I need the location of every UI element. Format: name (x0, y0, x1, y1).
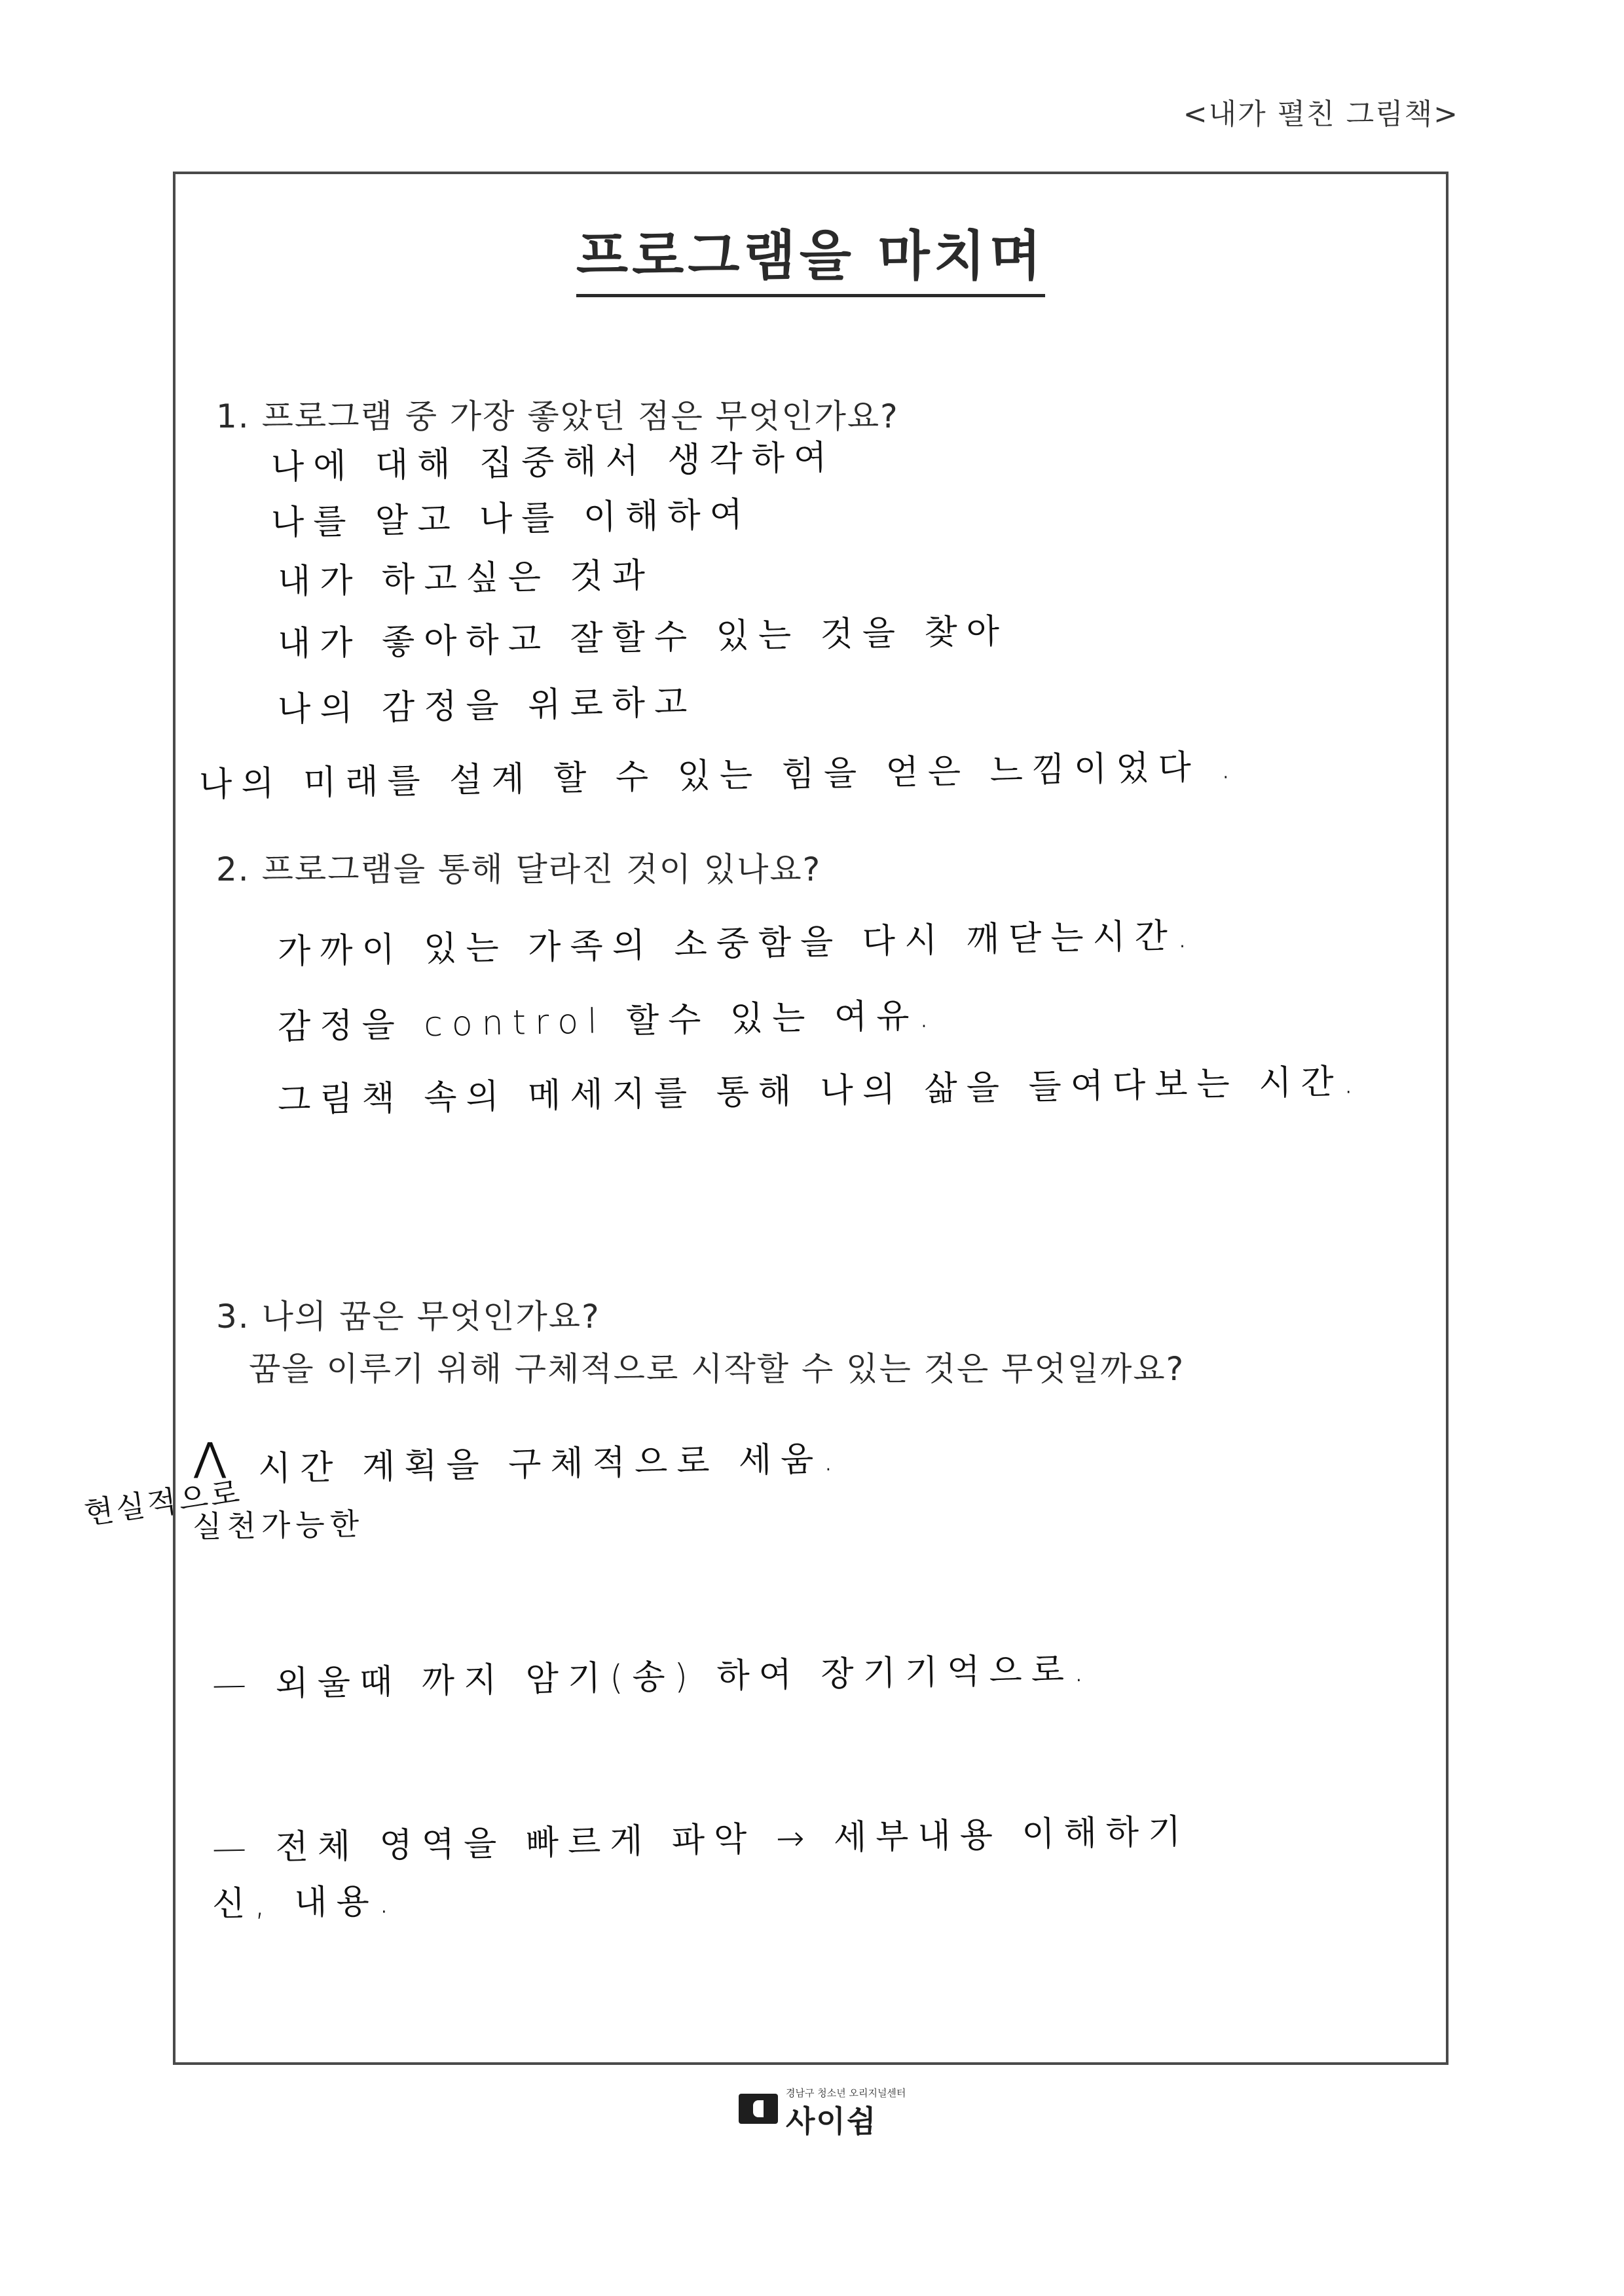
worksheet-frame (173, 172, 1449, 2065)
q2-answer-line-3: 그림책 속의 메세지를 통해 나의 삶을 들여다보는 시간. (277, 1062, 1363, 1120)
q3-answer-line-1: 시간 계획을 구체적으로 세움. (257, 1439, 843, 1489)
header-tag: <내가 펼친 그림책> (1183, 98, 1459, 131)
margin-note: 현실적으로 (82, 1474, 244, 1531)
question-3-subprompt: 꿈을 이루기 위해 구체적으로 시작할 수 있는 것은 무엇일까요? (249, 1350, 1185, 1388)
question-3: 3. 나의 꿈은 무엇인가요? (216, 1298, 600, 1336)
q2-answer-line-1: 가까이 있는 가족의 소중함을 다시 깨닫는시간. (277, 916, 1197, 972)
insertion-mark: ⋀ (194, 1434, 227, 1480)
q1-answer-line-6: 나의 미래를 설계 할 수 있는 힘을 얻은 느낌이었다 . (198, 747, 1241, 805)
q1-answer-line-2: 나를 알고 나를 이해하여 (270, 495, 752, 543)
page-title: 프로그램을 마치며 (175, 213, 1446, 290)
q1-answer-line-4: 내가 좋아하고 잘할수 있는 것을 찾아 (277, 611, 1009, 664)
question-1: 1. 프로그램 중 가장 좋았던 점은 무엇인가요? (216, 397, 899, 435)
q2-answer-line-2: 감정을 control 할수 있는 여유. (277, 996, 939, 1047)
q3-answer-line-3: — 전체 영역을 빠르게 파악 → 세부내용 이해하기 (212, 1812, 1190, 1868)
q3-answer-line-4: 신, 내용. (212, 1882, 399, 1924)
q1-answer-line-1: 나에 대해 집중해서 생각하여 (270, 437, 836, 487)
logo-subtitle: 경남구 청소년 오리지널센터 (786, 2087, 906, 2099)
q1-answer-line-3: 내가 하고싶은 것과 (277, 555, 655, 602)
q3-answer-line-2: — 외울때 까지 암기(송) 하여 장기기억으로. (212, 1650, 1094, 1705)
q1-answer-line-5: 나의 감정을 위로하고 (277, 682, 697, 729)
question-2: 2. 프로그램을 통해 달라진 것이 있나요? (216, 850, 822, 888)
logo-mark-icon (739, 2094, 778, 2124)
logo-name: 사이쉼 (786, 2104, 877, 2139)
footer-logo (739, 2082, 906, 2139)
q3-answer-insertion: 실천가능한 (192, 1506, 365, 1544)
